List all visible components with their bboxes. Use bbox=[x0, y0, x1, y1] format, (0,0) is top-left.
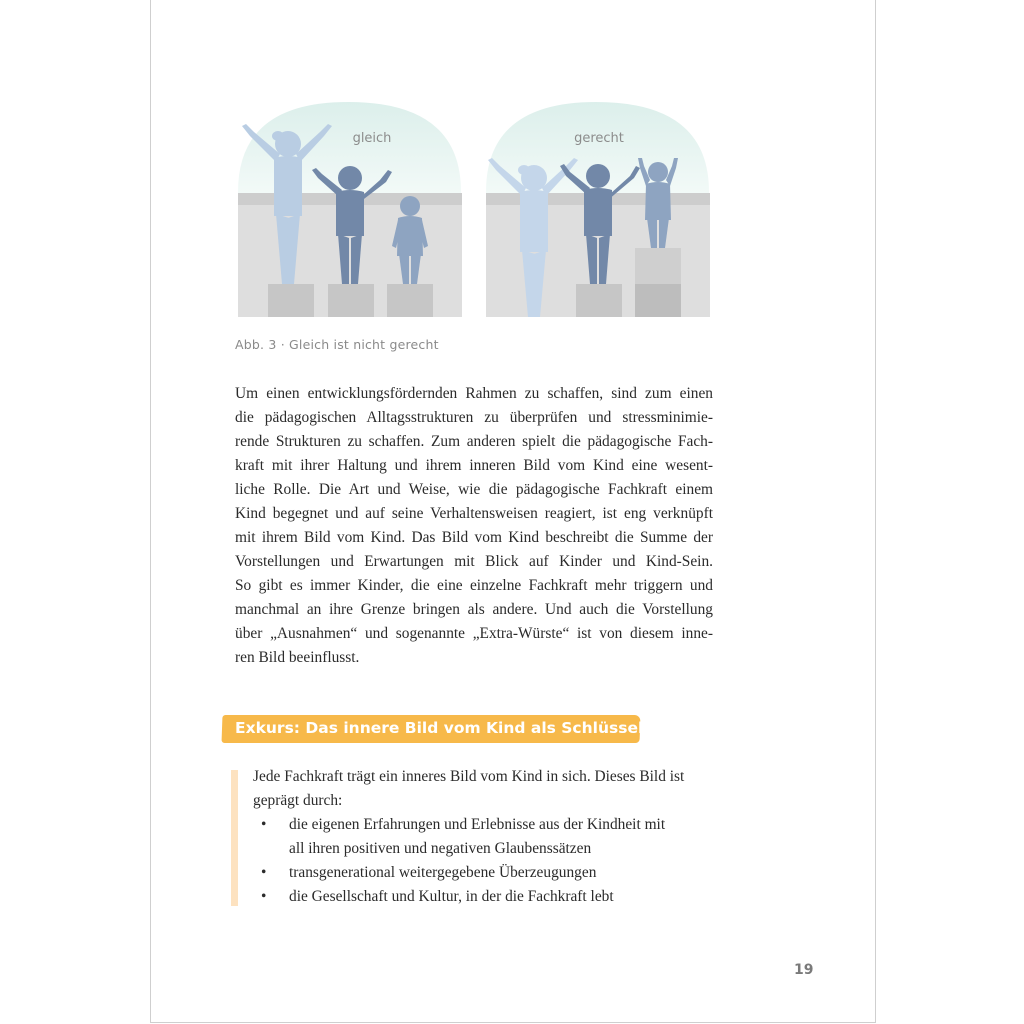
paragraph-line: mit ihrem Bild vom Kind. Das Bild vom Kind beschreibt die Summe der bbox=[235, 529, 713, 546]
paragraph-line: rende Strukturen zu schaffen. Zum anderen spielt die pädagogische Fach- bbox=[235, 433, 713, 450]
paragraph-line: manchmal an ihre Grenze bringen als andere. Und auch die Vorstellung bbox=[235, 601, 713, 618]
list-item-text: die eigenen Erfahrungen und Erlebnisse aus der Kindheit mit bbox=[289, 816, 666, 833]
list-item-text: all ihren positiven und negativen Glaubenssätzen bbox=[289, 840, 592, 857]
paragraph-line: die pädagogischen Alltagsstrukturen zu überprüfen und stressminimie- bbox=[235, 409, 713, 426]
body-paragraph bbox=[235, 382, 713, 670]
list-item-text: transgenerational weitergegebene Überzeugungen bbox=[289, 864, 597, 881]
figure-caption: Abb. 3 · Gleich ist nicht gerecht bbox=[235, 337, 439, 352]
exkurs-side-bar bbox=[231, 770, 238, 906]
figure-illustration bbox=[236, 96, 712, 320]
exkurs-intro-line-1: Jede Fachkraft trägt ein inneres Bild vom Kind in sich. Dieses Bild ist bbox=[253, 768, 685, 785]
label-gleich: gleich bbox=[352, 131, 392, 146]
panel-gerecht bbox=[486, 102, 710, 317]
paragraph-line: Um einen entwicklungsfördernden Rahmen zu schaffen, sind zum einen bbox=[235, 385, 713, 402]
exkurs-heading bbox=[222, 715, 644, 743]
list-item bbox=[253, 813, 713, 861]
crate-left-3 bbox=[387, 284, 433, 317]
crate-left-1 bbox=[268, 284, 314, 317]
page-number: 19 bbox=[794, 962, 814, 978]
crate-left-2 bbox=[328, 284, 374, 317]
figure-equality-vs-equity bbox=[236, 96, 712, 320]
paragraph-line: Kind begegnet und auf seine Verhaltensweisen reagiert, ist eng verknüpft bbox=[235, 505, 713, 522]
list-item-text: die Gesellschaft und Kultur, in der die Fachkraft lebt bbox=[289, 888, 614, 905]
list-item bbox=[253, 861, 713, 885]
crate-right-3 bbox=[635, 248, 681, 284]
panel-gleich bbox=[238, 102, 462, 317]
exkurs-intro-line-2: geprägt durch: bbox=[253, 792, 343, 809]
bullet-symbol: • bbox=[261, 864, 267, 881]
exkurs-bullet-list bbox=[253, 813, 713, 909]
paragraph-line: ren Bild beeinflusst. bbox=[235, 649, 360, 666]
exkurs-box bbox=[253, 765, 713, 909]
label-gerecht: gerecht bbox=[574, 131, 624, 146]
crate-right-1 bbox=[576, 284, 622, 317]
bullet-symbol: • bbox=[261, 816, 267, 833]
list-item bbox=[253, 885, 713, 909]
exkurs-title: Exkurs: Das innere Bild vom Kind als Schlüssel bbox=[235, 719, 644, 737]
paragraph-line: kraft mit ihrer Haltung und ihrem inneren Bild vom Kind eine wesent- bbox=[235, 457, 713, 474]
bullet-symbol: • bbox=[261, 888, 267, 905]
paragraph-line: Vorstellungen und Erwartungen mit Blick auf Kinder und Kind-Sein. bbox=[235, 553, 713, 570]
paragraph-line: liche Rolle. Die Art und Weise, wie die pädagogische Fachkraft einem bbox=[235, 481, 713, 498]
crate-right-2 bbox=[635, 284, 681, 317]
paragraph-line: über „Ausnahmen“ und sogenannte „Extra-Würste“ ist von diesem inne- bbox=[235, 625, 713, 642]
paragraph-line: So gibt es immer Kinder, die eine einzelne Fachkraft mehr triggern und bbox=[235, 577, 713, 594]
